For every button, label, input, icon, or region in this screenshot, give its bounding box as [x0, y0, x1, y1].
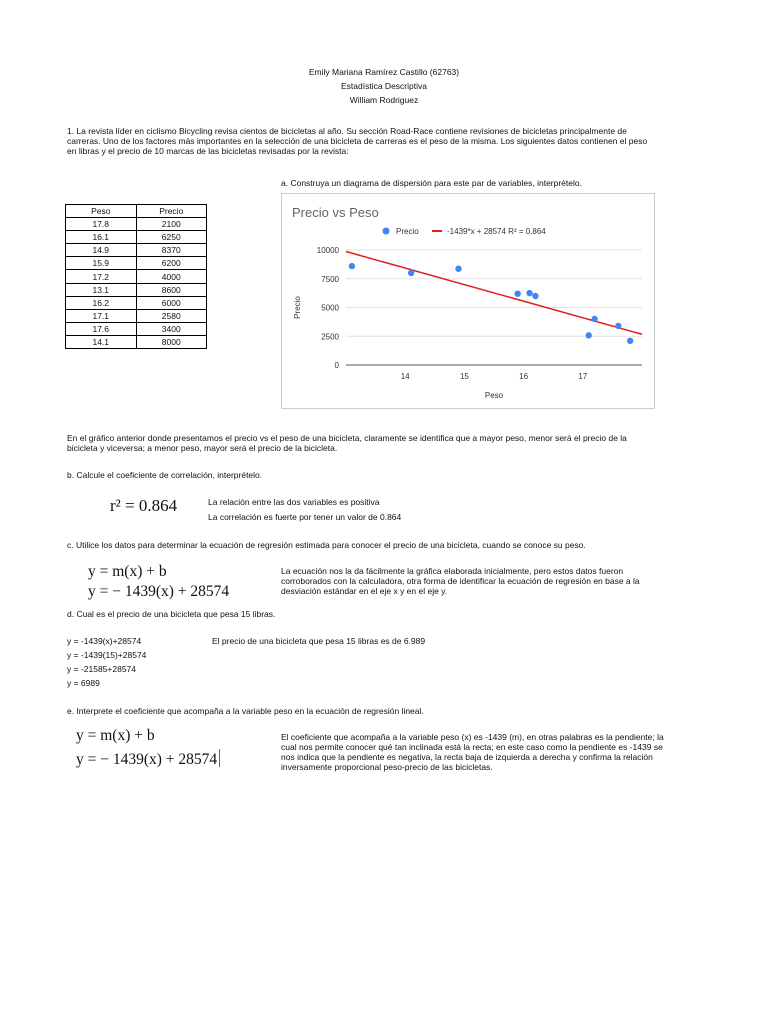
precio-cell: 6200 [136, 257, 207, 270]
y-tick-label: 7500 [321, 274, 339, 284]
correlation-formula: r² = 0.864 [110, 496, 178, 515]
x-tick-label: 14 [400, 372, 410, 381]
table-header-row [66, 205, 207, 218]
slope-equation-text: y = − 1439(x) + 28574 [76, 751, 218, 768]
part-e-note-4: inversamente proporcional peso-precio de las bicicletas. [281, 762, 493, 772]
interpretation-line-2: bicicleta y viceversa; a menor peso, mayor será el precio de la bicicleta. [67, 443, 338, 453]
peso-cell: 17.6 [66, 322, 137, 335]
data-point [615, 323, 621, 329]
y-axis-label: Precio [293, 296, 302, 319]
data-point [591, 316, 597, 322]
precio-cell: 8000 [136, 335, 207, 348]
table-row [66, 283, 207, 296]
table-row [66, 322, 207, 335]
peso-cell: 17.2 [66, 270, 137, 283]
table-row [66, 335, 207, 348]
scatter-chart [281, 193, 655, 409]
scatter-chart-svg [282, 194, 654, 408]
precio-cell: 4000 [136, 270, 207, 283]
regression-equation: y = − 1439(x) + 28574 [88, 583, 230, 600]
table-row [66, 309, 207, 322]
precio-cell: 6000 [136, 296, 207, 309]
calc-step-2: y = -1439(15)+28574 [67, 650, 147, 660]
table-row [66, 244, 207, 257]
x-tick-label: 15 [459, 372, 469, 381]
y-tick-label: 2500 [321, 332, 339, 342]
peso-cell: 17.8 [66, 218, 137, 231]
slope-general-equation: y = m(x) + b [76, 727, 155, 744]
precio-cell: 8600 [136, 283, 207, 296]
data-point [627, 338, 633, 344]
part-e-title: e. Interprete el coeficiente que acompaña a la variable peso en la ecuación de regresión lineal. [67, 706, 424, 716]
legend-label-points: Precio [396, 227, 419, 236]
precio-cell: 3400 [136, 322, 207, 335]
data-point [514, 291, 520, 297]
text-cursor [219, 749, 220, 767]
table-row [66, 270, 207, 283]
table-row [66, 218, 207, 231]
question-1-line-1: 1. La revista líder en ciclismo Bicycling revisa cientos de bicicletas al año. Su sección Road-Race contiene revisiones de bicicletas principalmente de [67, 126, 627, 136]
x-tick-label: 17 [578, 372, 588, 381]
table-row [66, 257, 207, 270]
y-tick-label: 0 [334, 361, 339, 370]
chart-title: Precio vs Peso [292, 205, 379, 220]
question-1-line-2: carreras. Uno de los factores más importantes en la selección de una bicicleta de carreras es el peso de la misma. Los siguientes datos contienen el peso [67, 136, 648, 146]
data-point [408, 270, 414, 276]
part-d-title: d. Cual es el precio de una bicicleta que pesa 15 libras. [67, 609, 276, 619]
part-c-note-1: La ecuación nos la da fácilmente la gráfica elaborada inicialmente, pero estos datos fueron [281, 566, 624, 576]
trendline [346, 252, 642, 335]
x-axis-label: Peso [484, 391, 504, 400]
peso-cell: 16.1 [66, 231, 137, 244]
precio-cell: 6250 [136, 231, 207, 244]
peso-cell: 15.9 [66, 257, 137, 270]
interpretation-line-1: En el gráfico anterior donde presentamos el precio vs el peso de una bicicleta, claramente se identifica que a mayor peso, menor será el precio de la [67, 433, 627, 443]
correlation-note-2: La correlación es fuerte por tener un valor de 0.864 [208, 512, 402, 522]
table-header-peso: Peso [66, 205, 137, 218]
regression-general-equation: y = m(x) + b [88, 563, 167, 580]
y-tick-label: 5000 [321, 303, 339, 313]
part-c-note-2: corroborados con la calculadora, otra forma de identificar la ecuación de regresión en base a la [281, 576, 640, 586]
precio-cell: 8370 [136, 244, 207, 257]
calc-step-1: y = -1439(x)+28574 [67, 636, 142, 646]
x-tick-label: 16 [519, 372, 529, 381]
part-e-note-2: cual nos permite conocer qué tan inclinada está la recta; en este caso como la pendiente es -1439 se [281, 742, 663, 752]
table-row [66, 231, 207, 244]
precio-cell: 2580 [136, 309, 207, 322]
data-point [526, 290, 532, 296]
data-point [455, 266, 461, 272]
part-e-note-3: nos indica que la pendiente es negativa, la recta baja de izquierda a derecha y confirma la relación [281, 752, 653, 762]
correlation-note-1: La relación entre las dos variables es positiva [208, 497, 380, 507]
table-row [66, 296, 207, 309]
legend-label-trendline: -1439*x + 28574 R² = 0.864 [447, 227, 546, 236]
part-c-title: c. Utilice los datos para determinar la ecuación de regresión estimada para conocer el precio de una bicicleta, cuando se conoce su peso. [67, 540, 586, 550]
course-name: Estadística Descriptiva [341, 81, 427, 91]
precio-cell: 2100 [136, 218, 207, 231]
data-point [586, 332, 592, 338]
peso-cell: 14.9 [66, 244, 137, 257]
peso-cell: 14.1 [66, 335, 137, 348]
part-b-title: b. Calcule el coeficiente de correlación, interprételo. [67, 470, 263, 480]
peso-cell: 16.2 [66, 296, 137, 309]
author-name: Emily Mariana Ramírez Castillo (62763) [308, 67, 460, 77]
data-point [349, 263, 355, 269]
part-d-answer: El precio de una bicicleta que pesa 15 libras es de 6.989 [212, 636, 426, 646]
peso-cell: 17.1 [66, 309, 137, 322]
peso-cell: 13.1 [66, 283, 137, 296]
slope-equation [76, 749, 220, 769]
table-header-precio: Precio [136, 205, 207, 218]
y-tick-label: 10000 [316, 246, 339, 255]
calc-step-4: y = 6989 [67, 678, 100, 688]
legend-marker-points [383, 228, 390, 235]
part-e-note-1: El coeficiente que acompaña a la variable peso (x) es -1439 (m), en otras palabras es la pendiente; la [281, 732, 664, 742]
calc-step-3: y = -21585+28574 [67, 664, 137, 674]
data-table [65, 204, 207, 349]
part-a-title: a. Construya un diagrama de dispersión para este par de variables, interprételo. [281, 178, 582, 188]
data-point [532, 293, 538, 299]
question-1-line-3: en libras y el precio de 10 marcas de las bicicletas revisadas por la revista: [67, 146, 349, 156]
teacher-name: William Rodriguez [349, 95, 419, 105]
part-c-note-3: desviación estándar en el eje x y en el eje y. [281, 586, 448, 596]
